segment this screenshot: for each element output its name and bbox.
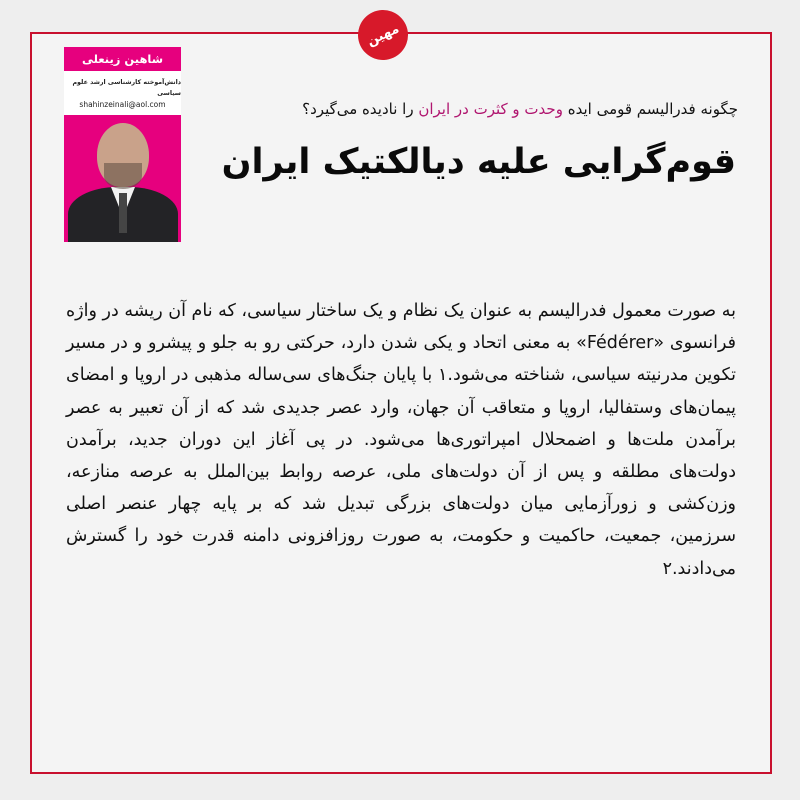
author-photo	[64, 115, 181, 242]
article-title: قوم‌گرایی علیه دیالکتیک ایران	[221, 142, 736, 182]
author-info	[64, 71, 181, 115]
author-role: دانش‌آموخته کارشناسی ارشد علوم سیاسی	[72, 78, 181, 97]
subtitle-highlight: وحدت و کثرت در ایران	[418, 100, 563, 118]
logo-text: مهین	[364, 21, 402, 49]
author-card	[64, 47, 181, 242]
article-body: به صورت معمول فدرالیسم به عنوان یک نظام و یک ساختار سیاسی، که نام آن ریشه در واژه فرانسوی «Fédérer» به معنی اتحاد و یکی شدن دارد، حرکتی رو به جلو و پیشرو و در مسیر تکوین مدرنیته سیاسی، شناخته می‌شود.۱ با پایان جنگ‌های سی‌ساله مذهبی در اروپا و امضای پیمان‌های وستفالیا، اروپا و متعاقب آن جهان، وارد عصر جدیدی شد که از آن تعبیر به عصر برآمدن ملت‌ها و اضمحلال امپراتوری‌ها می‌شود. در پی آغاز این دوران جدید، برآمدن دولت‌های مطلقه و پس از آن دولت‌های ملی، عرصه روابط بین‌الملل به عرصه منازعه، وزن‌کشی و زورآزمایی میان دولت‌های بزرگی تبدیل شد که بر پایه چهار عنصر اصلی سرزمین، جمعیت، حاکمیت و حکومت، به صورت روزافزونی دامنه قدرت خود را گسترش می‌دادند.۲	[66, 301, 737, 579]
article-subtitle: چگونه فدرالیسم قومی ایده وحدت و کثرت در ایران را نادیده می‌گیرد؟	[302, 100, 738, 118]
author-name: شاهین زینعلی	[64, 47, 181, 71]
author-email: shahinzeinali@aol.com	[79, 99, 166, 109]
